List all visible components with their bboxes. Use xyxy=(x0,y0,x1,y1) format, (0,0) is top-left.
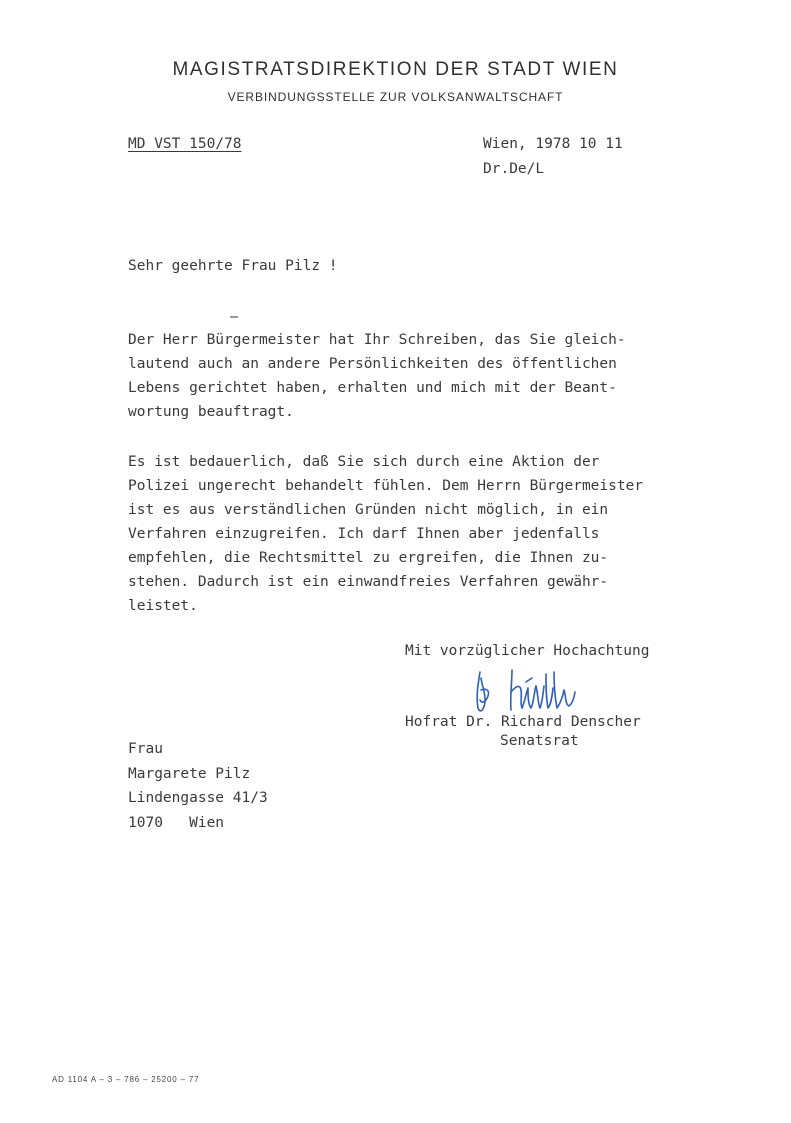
body-paragraph-2 xyxy=(128,450,643,618)
body-line: Polizei ungerecht behandelt fühlen. Dem Herrn Bürgermeister xyxy=(128,478,644,494)
address-line: Margarete Pilz xyxy=(128,765,251,782)
reference-number: MD VST 150/78 xyxy=(128,136,242,152)
signer-title: Senatsrat xyxy=(500,733,579,749)
form-code: AD 1104 A – 3 – 786 – 25200 – 77 xyxy=(52,1075,200,1084)
body-line: stehen. Dadurch ist ein einwandfreies Verfahren gewähr- xyxy=(128,574,609,590)
recipient-address xyxy=(128,737,268,835)
body-line: wortung beauftragt. xyxy=(128,404,294,420)
letterhead-title: MAGISTRATSDIREKTION DER STADT WIEN xyxy=(172,59,619,80)
paper-speck xyxy=(230,316,238,318)
letter-date: Wien, 1978 10 11 xyxy=(483,136,623,152)
body-line: Der Herr Bürgermeister hat Ihr Schreiben, das Sie gleich- xyxy=(128,332,626,348)
letterhead-subtitle: VERBINDUNGSSTELLE ZUR VOLKSANWALTSCHAFT xyxy=(227,90,564,104)
signer-name: Hofrat Dr. Richard Denscher xyxy=(405,714,641,730)
body-line: Verfahren einzugreifen. Ich darf Ihnen aber jedenfalls xyxy=(128,526,600,542)
body-line: empfehlen, die Rechtsmittel zu ergreifen, die Ihnen zu- xyxy=(128,550,609,566)
body-line: Lebens gerichtet haben, erhalten und mich mit der Beant- xyxy=(128,380,617,396)
body-line: Es ist bedauerlich, daß Sie sich durch eine Aktion der xyxy=(128,454,600,470)
address-line: 1070 Wien xyxy=(128,814,225,831)
salutation: Sehr geehrte Frau Pilz ! xyxy=(128,258,338,274)
address-line: Frau xyxy=(128,741,163,757)
body-line: ist es aus verständlichen Gründen nicht möglich, in ein xyxy=(128,502,609,518)
sender-initials: Dr.De/L xyxy=(483,161,545,177)
body-line: lautend auch an andere Persönlichkeiten des öffentlichen xyxy=(128,356,617,372)
closing-phrase: Mit vorzüglicher Hochachtung xyxy=(405,643,650,659)
address-line: Lindengasse 41/3 xyxy=(128,790,268,806)
body-paragraph-1 xyxy=(128,328,626,424)
handwritten-signature xyxy=(468,664,618,724)
body-line: leistet. xyxy=(128,598,198,614)
